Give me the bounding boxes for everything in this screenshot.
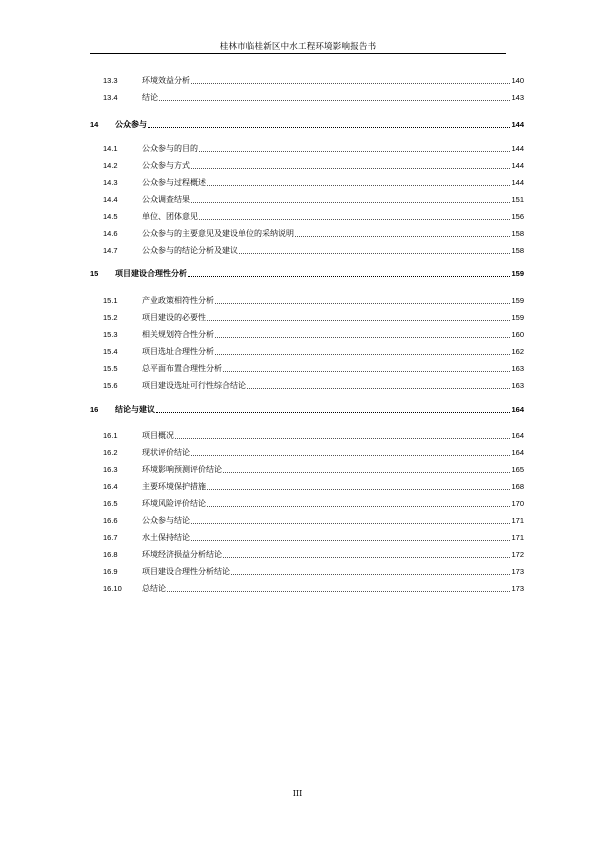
toc-entry-page: 164 xyxy=(511,405,524,414)
toc-entry-title: 水土保持结论 xyxy=(142,533,190,542)
toc-entry-title: 项目建设合理性分析 xyxy=(115,269,187,278)
toc-entry-page: 159 xyxy=(511,296,524,305)
toc-entry-number: 13.4 xyxy=(103,93,118,102)
toc-entry-page: 164 xyxy=(511,431,524,440)
toc-entry-page: 160 xyxy=(511,330,524,339)
toc-entry-title: 相关规划符合性分析 xyxy=(142,330,214,339)
toc-entry-title: 环境影响预测评价结论 xyxy=(142,465,222,474)
dot-leader xyxy=(191,83,510,84)
toc-entry-title: 总平面布置合理性分析 xyxy=(142,364,222,373)
toc-entry-page: 163 xyxy=(511,381,524,390)
toc-chapter-entry[interactable] xyxy=(90,268,524,279)
dot-leader xyxy=(215,337,510,338)
toc-section-entry[interactable] xyxy=(103,194,524,205)
dot-leader xyxy=(191,202,510,203)
toc-entry-title: 产业政策相符性分析 xyxy=(142,296,214,305)
toc-entry-number: 16.2 xyxy=(103,448,118,457)
toc-entry-title: 公众参与方式 xyxy=(142,161,190,170)
toc-section-entry[interactable] xyxy=(103,447,524,458)
dot-leader xyxy=(191,523,510,524)
toc-section-entry[interactable] xyxy=(103,363,524,374)
toc-entry-number: 14.3 xyxy=(103,178,118,187)
toc-section-entry[interactable] xyxy=(103,464,524,475)
dot-leader xyxy=(239,253,510,254)
toc-entry-title: 项目建设合理性分析结论 xyxy=(142,567,230,576)
toc-entry-title: 单位、团体意见 xyxy=(142,212,198,221)
dot-leader xyxy=(199,219,510,220)
running-header: 桂林市临桂新区中水工程环境影响报告书 xyxy=(219,42,377,52)
dot-leader xyxy=(295,236,510,237)
toc-entry-page: 173 xyxy=(511,567,524,576)
toc-entry-title: 公众参与结论 xyxy=(142,516,190,525)
toc-entry-number: 16.10 xyxy=(103,584,122,593)
toc-chapter-entry[interactable] xyxy=(90,119,524,130)
toc-section-entry[interactable] xyxy=(103,380,524,391)
toc-entry-page: 171 xyxy=(511,533,524,542)
toc-entry-number: 15.1 xyxy=(103,296,118,305)
dot-leader xyxy=(207,185,510,186)
toc-section-entry[interactable] xyxy=(103,228,524,239)
toc-entry-page: 159 xyxy=(511,269,524,278)
toc-entry-title: 项目建设的必要性 xyxy=(142,313,206,322)
dot-leader xyxy=(207,320,510,321)
toc-entry-title: 公众参与 xyxy=(115,120,147,129)
toc-section-entry[interactable] xyxy=(103,566,524,577)
toc-section-entry[interactable] xyxy=(103,481,524,492)
toc-entry-number: 15.2 xyxy=(103,313,118,322)
toc-section-entry[interactable] xyxy=(103,92,524,103)
toc-entry-page: 144 xyxy=(511,161,524,170)
dot-leader xyxy=(159,100,510,101)
dot-leader xyxy=(191,540,510,541)
toc-entry-title: 环境经济损益分析结论 xyxy=(142,550,222,559)
toc-entry-page: 143 xyxy=(511,93,524,102)
toc-entry-number: 16.7 xyxy=(103,533,118,542)
toc-entry-number: 15.6 xyxy=(103,381,118,390)
toc-entry-page: 151 xyxy=(511,195,524,204)
toc-entry-title: 公众参与的目的 xyxy=(142,144,198,153)
toc-entry-page: 144 xyxy=(511,178,524,187)
toc-entry-page: 163 xyxy=(511,364,524,373)
toc-entry-number: 16 xyxy=(90,405,99,414)
header-rule xyxy=(90,53,506,54)
toc-entry-number: 14.5 xyxy=(103,212,118,221)
toc-section-entry[interactable] xyxy=(103,346,524,357)
toc-entry-number: 14.2 xyxy=(103,161,118,170)
page-number: III xyxy=(292,789,303,798)
toc-chapter-entry[interactable] xyxy=(90,404,524,415)
toc-entry-title: 总结论 xyxy=(142,584,166,593)
dot-leader xyxy=(207,489,510,490)
toc-entry-page: 170 xyxy=(511,499,524,508)
toc-entry-page: 158 xyxy=(511,246,524,255)
toc-entry-title: 环境风险评价结论 xyxy=(142,499,206,508)
toc-section-entry[interactable] xyxy=(103,143,524,154)
dot-leader xyxy=(156,412,510,413)
toc-entry-page: 165 xyxy=(511,465,524,474)
toc-entry-page: 144 xyxy=(511,120,524,129)
dot-leader xyxy=(167,591,510,592)
toc-section-entry[interactable] xyxy=(103,583,524,594)
dot-leader xyxy=(199,151,510,152)
toc-entry-number: 16.6 xyxy=(103,516,118,525)
toc-entry-number: 15.4 xyxy=(103,347,118,356)
toc-section-entry[interactable] xyxy=(103,430,524,441)
toc-section-entry[interactable] xyxy=(103,75,524,86)
toc-section-entry[interactable] xyxy=(103,295,524,306)
toc-entry-number: 16.4 xyxy=(103,482,118,491)
dot-leader xyxy=(191,455,510,456)
dot-leader xyxy=(223,371,510,372)
dot-leader xyxy=(247,388,510,389)
toc-section-entry[interactable] xyxy=(103,498,524,509)
toc-entry-number: 14.4 xyxy=(103,195,118,204)
toc-entry-title: 公众参与的结论分析及建议 xyxy=(142,246,238,255)
toc-entry-title: 结论 xyxy=(142,93,158,102)
toc-entry-page: 171 xyxy=(511,516,524,525)
toc-entry-page: 162 xyxy=(511,347,524,356)
dot-leader xyxy=(215,303,510,304)
dot-leader xyxy=(175,438,510,439)
toc-section-entry[interactable] xyxy=(103,515,524,526)
dot-leader xyxy=(191,168,510,169)
toc-entry-title: 项目建设选址可行性综合结论 xyxy=(142,381,246,390)
toc-entry-number: 14.6 xyxy=(103,229,118,238)
toc-entry-number: 15.5 xyxy=(103,364,118,373)
toc-entry-number: 13.3 xyxy=(103,76,118,85)
toc-entry-number: 16.8 xyxy=(103,550,118,559)
dot-leader xyxy=(215,354,510,355)
toc-entry-title: 现状评价结论 xyxy=(142,448,190,457)
dot-leader xyxy=(188,276,510,277)
toc-entry-number: 16.5 xyxy=(103,499,118,508)
toc-entry-title: 公众参与过程概述 xyxy=(142,178,206,187)
dot-leader xyxy=(223,472,510,473)
toc-entry-number: 16.1 xyxy=(103,431,118,440)
toc-entry-title: 环境效益分析 xyxy=(142,76,190,85)
toc-entry-page: 144 xyxy=(511,144,524,153)
toc-section-entry[interactable] xyxy=(103,177,524,188)
toc-entry-page: 159 xyxy=(511,313,524,322)
toc-entry-page: 168 xyxy=(511,482,524,491)
toc-entry-number: 14.7 xyxy=(103,246,118,255)
toc-section-entry[interactable] xyxy=(103,245,524,256)
toc-entry-number: 16.3 xyxy=(103,465,118,474)
toc-entry-number: 15.3 xyxy=(103,330,118,339)
toc-section-entry[interactable] xyxy=(103,532,524,543)
toc-section-entry[interactable] xyxy=(103,312,524,323)
toc-entry-page: 140 xyxy=(511,76,524,85)
toc-entry-title: 主要环境保护措施 xyxy=(142,482,206,491)
toc-entry-number: 14.1 xyxy=(103,144,118,153)
toc-entry-page: 172 xyxy=(511,550,524,559)
dot-leader xyxy=(207,506,510,507)
toc-entry-title: 公众参与的主要意见及建设单位的采纳说明 xyxy=(142,229,294,238)
toc-section-entry[interactable] xyxy=(103,160,524,171)
dot-leader xyxy=(148,127,510,128)
toc-entry-title: 结论与建议 xyxy=(115,405,155,414)
dot-leader xyxy=(231,574,510,575)
dot-leader xyxy=(223,557,510,558)
toc-entry-title: 项目选址合理性分析 xyxy=(142,347,214,356)
toc-entry-number: 16.9 xyxy=(103,567,118,576)
toc-section-entry[interactable] xyxy=(103,329,524,340)
toc-entry-page: 173 xyxy=(511,584,524,593)
toc-section-entry[interactable] xyxy=(103,549,524,560)
toc-entry-number: 14 xyxy=(90,120,99,129)
toc-entry-page: 156 xyxy=(511,212,524,221)
toc-entry-page: 158 xyxy=(511,229,524,238)
toc-entry-title: 公众调查结果 xyxy=(142,195,190,204)
toc-section-entry[interactable] xyxy=(103,211,524,222)
toc-entry-title: 项目概况 xyxy=(142,431,174,440)
toc-entry-number: 15 xyxy=(90,269,99,278)
toc-entry-page: 164 xyxy=(511,448,524,457)
